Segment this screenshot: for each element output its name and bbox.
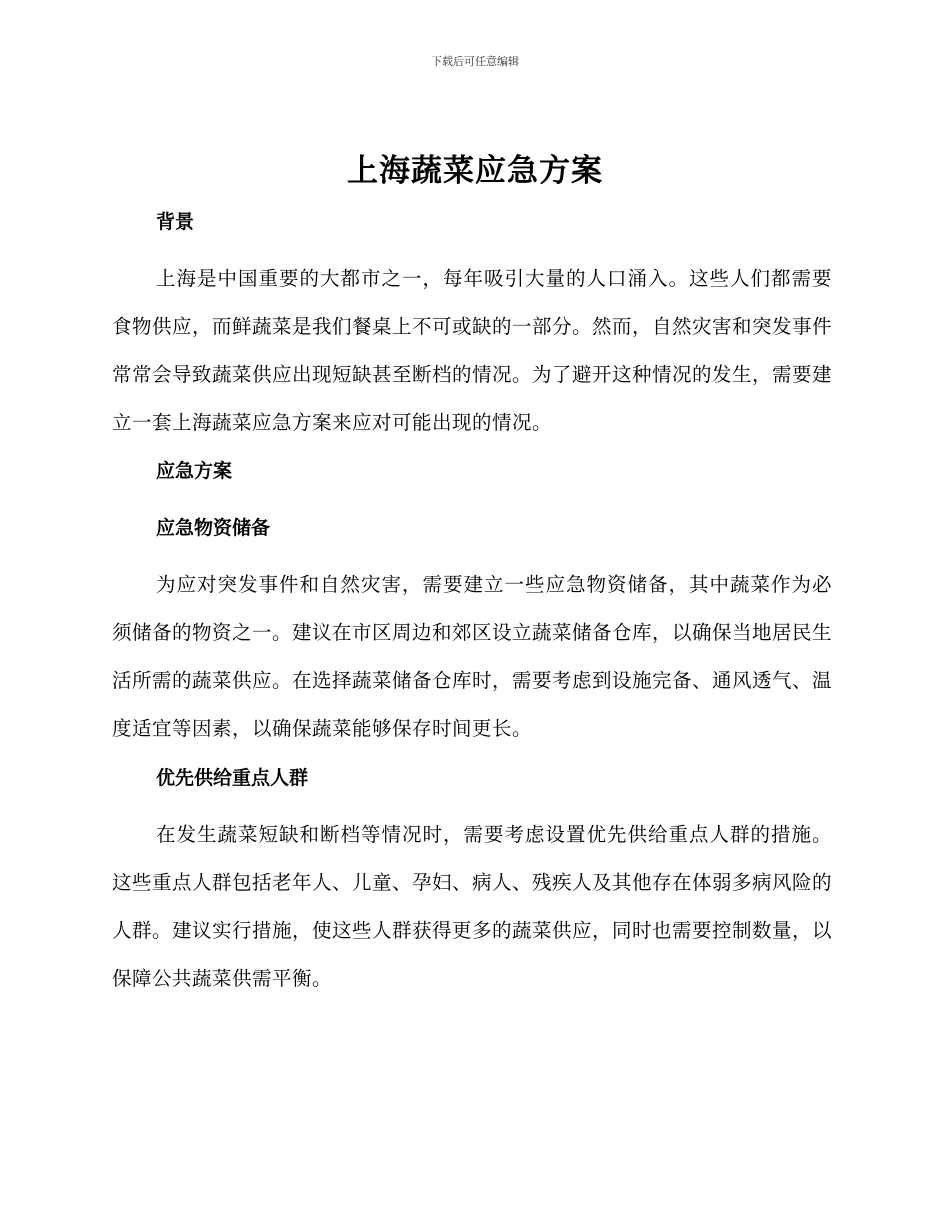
section-heading-plan: 应急方案: [156, 460, 233, 482]
document-title: 上海蔬菜应急方案: [347, 153, 603, 189]
header-note: 下载后可任意编辑: [431, 55, 519, 68]
paragraph-background: 上海是中国重要的大都市之一，每年吸引大量的人口涌入。这些人们都需要食物供应，而鲜蔬菜是我们餐桌上不可或缺的一部分。然而，自然灾害和突发事件常常会导致蔬菜供应出现短缺甚至断档的情况。为了避开这种情况的发生，需要建立一套上海蔬菜应急方案来应对可能出现的情况。: [112, 267, 833, 434]
section-heading-background: 背景: [156, 211, 195, 233]
section-heading-reserve: 应急物资储备: [156, 517, 271, 539]
section-heading-priority: 优先供给重点人群: [156, 767, 309, 789]
paragraph-reserve: 为应对突发事件和自然灾害，需要建立一些应急物资储备，其中蔬菜作为必须储备的物资之一。建议在市区周边和郊区设立蔬菜储备仓库，以确保当地居民生活所需的蔬菜供应。在选择蔬菜储备仓库时，需要考虑到设施完备、通风透气、温度适宜等因素，以确保蔬菜能够保存时间更长。: [112, 573, 833, 740]
paragraph-priority: 在发生蔬菜短缺和断档等情况时，需要考虑设置优先供给重点人群的措施。这些重点人群包括老年人、儿童、孕妇、病人、残疾人及其他存在体弱多病风险的人群。建议实行措施，使这些人群获得更多的蔬菜供应，同时也需要控制数量，以保障公共蔬菜供需平衡。: [112, 823, 833, 990]
